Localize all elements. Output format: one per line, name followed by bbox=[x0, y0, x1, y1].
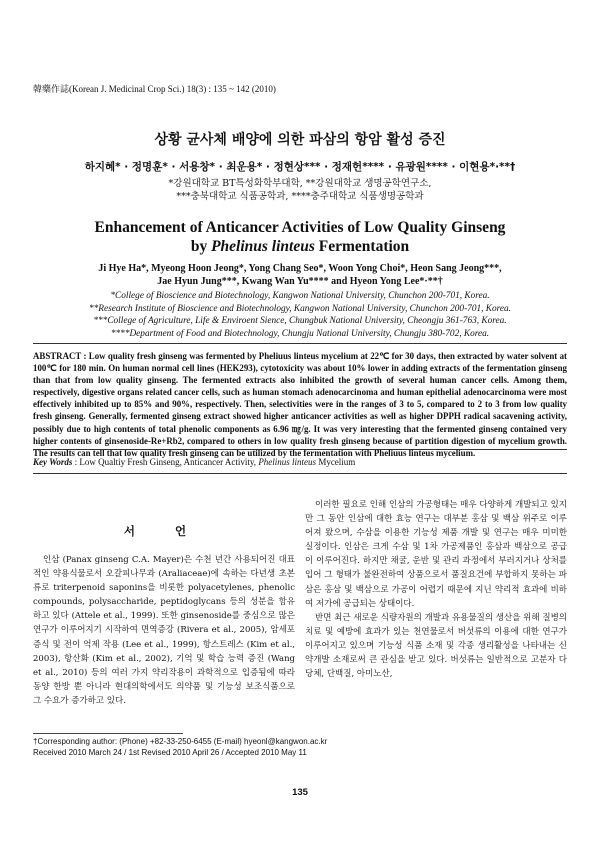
english-affiliation-line: ***College of Agriculture, Life & Enviroent Sience, Chungbuk National University, Cheongju 361-763, Korea. bbox=[93, 316, 507, 326]
english-title-line1: Enhancement of Anticancer Activities of Low Quality Ginseng bbox=[94, 219, 506, 236]
abstract: ABSTRACT : Low quality fresh ginseng was fermented by Pheliuus linteus mycelium at 22℃ for 30 days, then extracted by water solvent at 100℃ for 180 min. On human normal cell lines (HEK293), cytotoxicity was about 10% lower in adding extracts of the fermentation ginseng than that from low quality ginseng. The fermented extracts also inhibited the growth of several human cancer cells. Among them, respectively, digestive organs related cancer cells, such as human stomach adenocarcinoma and human epithelial adenocarcinoma were most effectively inhibited up to 85% and 90%, respectively. Then, selectivities were in the ranges of 3 to 5, compared to 2 to 3 from low quality fresh ginseng. Generally, fermented ginseng extract showed higher anticancer activities as well as higher DPPH radical sacavening activity, possibly due to high contents of total phenolic components as 6.96 ㎎/g. It was very interesting that the fermented ginseng contained very higher contents of ginsenoside-Re+Rb2, compared to others in low quality fresh ginseng because of partition digestion of mycelium growth. The results can tell that low quality fresh ginseng can be utilized by the fermentation with Pheliuus linteus mycelium. bbox=[33, 351, 567, 458]
abstract-bottom-rule bbox=[33, 449, 567, 450]
footnote-author: †Corresponding author: (Phone) +82-33-250-6455 (E-mail) hyeonl@kangwon.ac.kr bbox=[33, 737, 328, 746]
page-number: 135 bbox=[292, 787, 308, 798]
korean-affiliation-line: *강원대학교 BT특성화학부대학, **강원대학교 생명공학연구소, bbox=[168, 178, 432, 189]
col1-paragraph: 인삼 (Panax ginseng C.A. Mayer)은 수천 년간 사용되어진 대표적인 약용식물로서 오갈피나무과 (Araliaceae)에 속하는 다년생 초본류로 triterpenoid saponins을 비롯한 polyacetylenes, phenolic compounds, polysaccharide, peptidoglycans 등의 성분을 함유하고 있다 (Attele et al., 1999). 또한 ginsenoside를 중심으로 많은 연구가 이루어지기 시작하여 면역증강 (Rivera et al., 2005), 암세포 증식 및 전이 억제 작용 (Lee et al., 1999), 항스트레스 (Kim et al., 2003), 항산화 (Kim et al., 2002), 기억 및 학습 능력 증진 (Wang et al., 2010) 등의 여러 가지 약리작용이 과학적으로 입증됨에 따라 동양 한방 뿐 아니라 현대의학에서도 의약품 및 기능성 보조식품으로 그 수요가 증가하고 있다. bbox=[33, 555, 295, 706]
footnote-dates: Received 2010 March 24 / 1st Revised 2010 April 26 / Accepted 2010 May 11 bbox=[33, 747, 307, 757]
english-affiliation-line: ****Department of Food and Biotechnology, Chungju National University, Chungju 380-702, Korea. bbox=[110, 328, 490, 339]
footnote-rule bbox=[33, 733, 183, 734]
english-authors-line: Ji Hye Ha*, Myeong Hoon Jeong*, Yong Chang Seo*, Woon Yong Choi*, Heon Sang Jeong***, bbox=[98, 263, 502, 274]
section-heading: 서 언 bbox=[123, 524, 205, 538]
korean-authors: 하지혜* · 정명훈* · 서용창* · 최운용* · 정현상*** · 정재헌**** · 유광원**** · 이현용*·**† bbox=[84, 161, 516, 173]
english-title-line2: by Phelinus linteus Fermentation bbox=[190, 238, 410, 255]
column-right bbox=[305, 498, 567, 681]
korean-affiliations bbox=[0, 177, 600, 203]
abstract-top-rule bbox=[33, 343, 567, 344]
keywords-label: Key Words bbox=[33, 457, 73, 467]
english-authors-line: Jae Hyun Jung***, Kwang Wan Yu**** and Hyeon Yong Lee*·**† bbox=[157, 276, 443, 287]
journal-header: 韓藥作誌(Korean J. Medicinal Crop Sci.) 18(3) : 135 ~ 142 (2010) bbox=[33, 84, 276, 94]
english-affiliations bbox=[0, 290, 600, 340]
footnotes bbox=[33, 737, 327, 758]
korean-title: 상황 균사체 배양에 의한 파삼의 항암 활성 증진 bbox=[154, 132, 446, 148]
english-affiliation-line: **Research Institute of Bioscience and Biotechnology, Kangwon National University, Chunchon 200-701, Korea. bbox=[88, 303, 511, 314]
english-title-species: Phelinus linteus bbox=[211, 238, 315, 255]
column-left bbox=[33, 553, 295, 708]
col2-paragraph-2: 반면 최근 새로운 식량자원의 개발과 유용물질의 생산을 위해 질병의 치료 및 예방에 효과가 있는 천연물로서 버섯류의 이용에 대한 연구가 이루어지고 있으며 기능성 식품 소재 및 각종 생리활성을 나타내는 신약개발 소재로써 큰 관심을 받고 있다. 버섯류는 일반적으로 고분자 다당체, 단백질, 아미노산, bbox=[305, 612, 567, 680]
keywords-rule bbox=[33, 473, 567, 474]
english-affiliation-line: *College of Bioscience and Biotechnology, Kangwon National University, Chunchon 200-701, Korea. bbox=[110, 291, 490, 301]
korean-affiliation-line: ***충북대학교 식품공학과, ****충주대학교 식품생명공학과 bbox=[176, 191, 424, 202]
col2-paragraph-1: 이러한 필요로 인해 인삼의 가공형태는 매우 다양하게 개발되고 있지만 그 동안 인삼에 대한 효능 연구는 대부분 홍삼 및 백삼 위주로 이루어져 왔으며, 수삼을 이용한 기능성 제품 개발 및 연구는 매우 미미한 실정이다. 인삼은 크게 수삼 및 1차 가공제품인 홍삼과 백삼으로 공급이 이루어진다. 하지만 채굴, 운반 및 관리 과정에서 부러지거나 상처를 입어 그 형태가 불완전하여 상품으로서 품질요건에 부합하지 못하는 파삼은 홍삼 및 백삼으로 가공이 어렵기 때문에 지닌 약리적 효과에 비하여 저가에 공급되는 상태이다. bbox=[305, 500, 567, 609]
english-title bbox=[0, 218, 600, 256]
keywords-species: Phelinus linteus bbox=[258, 457, 317, 467]
keywords: Key Words : Low Qualtiy Fresh Ginseng, Anticancer Activity, Phelinus linteus Mycelium bbox=[33, 457, 356, 467]
english-authors bbox=[0, 262, 600, 288]
